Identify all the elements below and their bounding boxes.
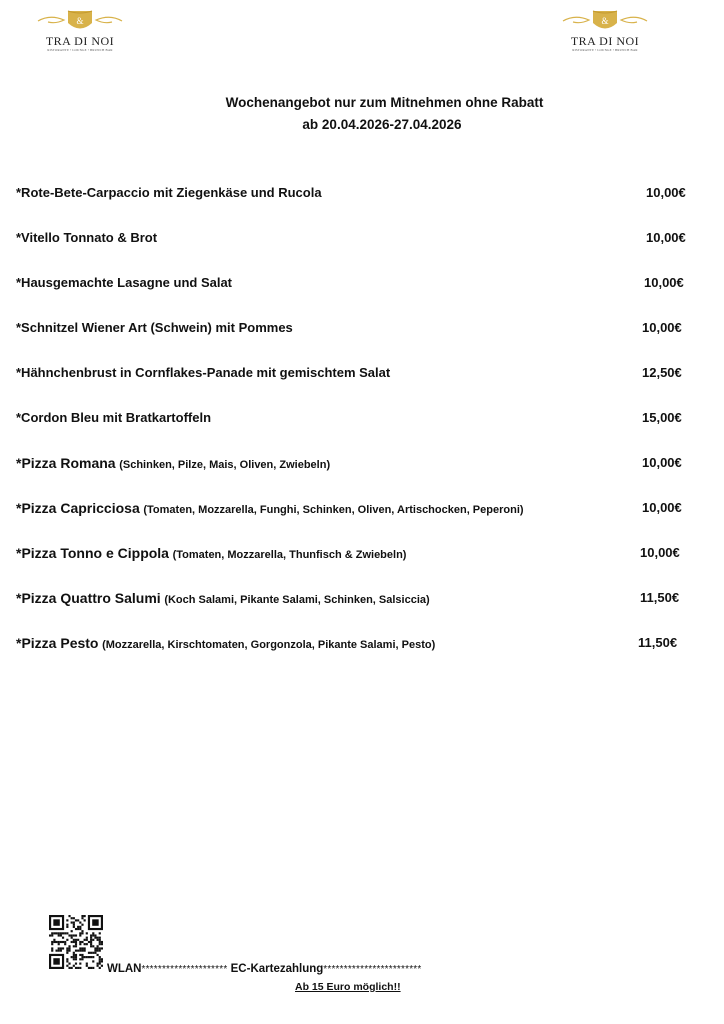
menu-item-price: 15,00€ (642, 410, 682, 425)
qr-module (60, 932, 62, 934)
qr-module (73, 926, 75, 928)
qr-module (51, 932, 53, 934)
qr-module (90, 945, 92, 947)
qr-module (68, 934, 70, 936)
menu-item-price: 10,00€ (642, 455, 682, 470)
qr-module (84, 956, 86, 958)
menu-item-toppings: (Tomaten, Mozzarella, Funghi, Schinken, Oliven, Artischocken, Peperoni) (143, 504, 524, 516)
qr-module (66, 939, 68, 941)
qr-module (68, 950, 70, 952)
qr-module (55, 950, 57, 952)
qr-module (88, 967, 90, 969)
menu-item-name: *Hausgemachte Lasagne und Salat (16, 275, 233, 290)
qr-module (101, 941, 103, 943)
qr-module (66, 958, 68, 960)
qr-module (53, 939, 55, 941)
menu-item-name: *Pizza Tonno e Cippola (16, 545, 169, 561)
qr-module (90, 967, 92, 969)
heading-title: Wochenangebot nur zum Mitnehmen ohne Rabatt (225, 95, 544, 110)
qr-module (62, 947, 64, 949)
qr-module (53, 919, 59, 925)
qr-module (68, 967, 70, 969)
menu-item-price: 10,00€ (642, 500, 682, 515)
logo-right (555, 8, 655, 52)
qr-module (79, 921, 81, 923)
qr-module (79, 934, 81, 936)
qr-module (55, 932, 57, 934)
qr-module (75, 919, 77, 921)
menu-item-name-wrap (16, 500, 524, 516)
qr-module (73, 921, 75, 923)
qr-module (77, 967, 79, 969)
qr-module (81, 915, 83, 917)
menu-item-name: *Cordon Bleu mit Bratkartoffeln (16, 410, 212, 425)
menu-item-price: 11,50€ (640, 590, 680, 605)
qr-module (99, 932, 101, 934)
qr-module (81, 954, 83, 956)
qr-module (90, 937, 92, 939)
qr-module (58, 934, 60, 936)
menu-item-toppings: (Koch Salami, Pikante Salami, Schinken, Salsiccia) (164, 594, 430, 606)
qr-module (75, 945, 77, 947)
qr-module (79, 958, 81, 960)
menu-item-name-wrap (16, 275, 232, 290)
heading-date-range: ab 20.04.2026-27.04.2026 (302, 117, 462, 132)
qr-module (99, 943, 101, 945)
qr-module (66, 926, 68, 928)
ec-payment-note: Ab 15 Euro möglich!! (295, 981, 401, 993)
qr-module (84, 939, 86, 941)
menu-item-price: 12,50€ (642, 365, 682, 380)
qr-module (86, 943, 88, 945)
qr-module (84, 950, 86, 952)
qr-module (75, 941, 77, 943)
qr-module (79, 926, 81, 928)
qr-module (51, 947, 53, 949)
qr-module (92, 932, 94, 934)
qr-module (73, 924, 75, 926)
qr-module (62, 941, 64, 943)
qr-module (97, 950, 99, 952)
qr-module (77, 950, 79, 952)
qr-module (58, 947, 60, 949)
qr-module (90, 956, 92, 958)
qr-module (77, 939, 79, 941)
qr-module (71, 930, 73, 932)
qr-module (81, 958, 83, 960)
qr-module (58, 950, 60, 952)
qr-module (77, 928, 79, 930)
crest-icon (30, 8, 130, 34)
qr-module (86, 963, 88, 965)
qr-module (64, 943, 66, 945)
qr-module (75, 967, 77, 969)
qr-module (86, 956, 88, 958)
qr-module (101, 943, 103, 945)
qr-module (99, 956, 101, 958)
qr-module (94, 947, 96, 949)
qr-module (66, 950, 68, 952)
qr-module (53, 958, 59, 964)
qr-module (75, 928, 77, 930)
menu-item-name-wrap (16, 365, 390, 380)
qr-module (62, 932, 64, 934)
qr-module (88, 941, 90, 943)
qr-module (86, 965, 88, 967)
qr-module (73, 917, 75, 919)
menu-item-name-wrap (16, 455, 330, 471)
qr-module (94, 952, 96, 954)
qr-module (92, 960, 94, 962)
qr-module (71, 941, 73, 943)
qr-module (53, 932, 55, 934)
qr-module (86, 939, 88, 941)
qr-module (81, 956, 83, 958)
qr-module (64, 941, 66, 943)
qr-module (62, 937, 64, 939)
qr-module (94, 937, 96, 939)
logo-tagline: RISTORANTE • LOUNGE • BRUNCH BAR (47, 48, 113, 52)
qr-module (53, 941, 55, 943)
qr-module (55, 941, 57, 943)
qr-module (75, 956, 77, 958)
menu-item-name: *Pizza Quattro Salumi (16, 590, 161, 606)
qr-module (71, 921, 73, 923)
qr-module (94, 934, 96, 936)
qr-module (97, 954, 99, 956)
qr-module (101, 965, 103, 967)
qr-module (73, 941, 75, 943)
qr-module (81, 932, 83, 934)
qr-module (99, 958, 101, 960)
qr-module (66, 924, 68, 926)
qr-module (75, 963, 77, 965)
qr-module (71, 937, 73, 939)
qr-module (75, 943, 77, 945)
menu-item-toppings: (Schinken, Pilze, Mais, Oliven, Zwiebeln) (119, 459, 331, 471)
qr-module (71, 956, 73, 958)
qr-module (88, 952, 90, 954)
qr-module (84, 919, 86, 921)
menu-item-name-wrap (16, 230, 157, 245)
qr-module (68, 915, 70, 917)
qr-module (75, 934, 77, 936)
qr-module (75, 950, 77, 952)
menu-item-price: 11,50€ (638, 635, 678, 650)
qr-module (58, 943, 60, 945)
logo-name: TRA DI NOI (570, 34, 640, 48)
qr-module (97, 947, 99, 949)
qr-module (79, 941, 81, 943)
qr-module (79, 954, 81, 956)
footer-line (107, 963, 421, 975)
logo-monogram: & (601, 16, 609, 26)
qr-module (92, 956, 94, 958)
menu-item-name-wrap (16, 185, 322, 200)
qr-module (60, 950, 62, 952)
qr-module (90, 943, 92, 945)
qr-module (81, 930, 83, 932)
qr-module (73, 965, 75, 967)
qr-module (73, 934, 75, 936)
qr-module (66, 919, 68, 921)
qr-module (51, 943, 53, 945)
menu-item-name: *Rote-Bete-Carpaccio mit Ziegenkäse und Rucola (16, 185, 322, 200)
qr-module (99, 937, 101, 939)
qr-module (79, 932, 81, 934)
qr-module (88, 956, 90, 958)
qr-module (73, 958, 75, 960)
separator-stars: ************************ (323, 964, 422, 975)
menu-item-name: *Pizza Romana (16, 455, 116, 471)
crest-icon (555, 8, 655, 34)
menu-item-name: *Pizza Pesto (16, 635, 99, 651)
qr-module (97, 963, 99, 965)
qr-module (71, 934, 73, 936)
qr-module (81, 917, 83, 919)
qr-module (90, 952, 92, 954)
separator-stars: ********************* (141, 964, 228, 975)
qr-module (86, 932, 88, 934)
qr-module (66, 947, 68, 949)
qr-module (97, 945, 99, 947)
qr-module (58, 932, 60, 934)
qr-module (99, 960, 101, 962)
qr-module (73, 945, 75, 947)
qr-module (90, 941, 92, 943)
qr-module (71, 917, 73, 919)
qr-module (101, 960, 103, 962)
qr-module (86, 937, 88, 939)
qr-module (81, 947, 83, 949)
qr-module (68, 947, 70, 949)
qr-module (92, 967, 94, 969)
menu-item-name-wrap (16, 545, 406, 561)
qr-module (60, 947, 62, 949)
qr-module (73, 954, 75, 956)
menu-item-price: 10,00€ (646, 185, 686, 200)
qr-module (81, 941, 83, 943)
qr-module (60, 934, 62, 936)
qr-module (97, 937, 99, 939)
qr-module (73, 939, 75, 941)
qr-module (92, 952, 94, 954)
logo-monogram: & (76, 16, 84, 26)
qr-module (49, 934, 51, 936)
qr-module (84, 915, 86, 917)
qr-module (77, 919, 79, 921)
qr-module (79, 950, 81, 952)
menu-item-price: 10,00€ (642, 320, 682, 335)
qr-module (99, 963, 101, 965)
qr-module (73, 952, 75, 954)
menu-item-name: *Vitello Tonnato & Brot (16, 230, 158, 245)
qr-module (75, 939, 77, 941)
qr-module (81, 950, 83, 952)
qr-module (66, 965, 68, 967)
qr-module (92, 919, 98, 925)
logo-name: TRA DI NOI (45, 34, 115, 48)
menu-item-name-wrap (16, 590, 430, 606)
qr-module (101, 958, 103, 960)
qr-module (66, 932, 68, 934)
menu-item-name-wrap (16, 320, 293, 335)
qr-module (92, 934, 94, 936)
qr-module (79, 943, 81, 945)
logo-left (30, 8, 130, 52)
menu-item-toppings: (Tomaten, Mozzarella, Thunfisch & Zwiebeln) (172, 549, 407, 561)
logo-tagline: RISTORANTE • LOUNGE • BRUNCH BAR (572, 48, 638, 52)
qr-module (90, 939, 92, 941)
qr-module (68, 963, 70, 965)
qr-module (66, 952, 68, 954)
page-heading (0, 92, 724, 136)
menu-item-name: *Hähnchenbrust in Cornflakes-Panade mit gemischtem Salat (16, 365, 391, 380)
qr-module (99, 941, 101, 943)
qr-module (79, 963, 81, 965)
menu-item-price: 10,00€ (644, 275, 684, 290)
qr-module (73, 956, 75, 958)
ec-payment-label: EC-Kartezahlung (227, 963, 324, 975)
qr-module (92, 945, 94, 947)
qr-module (97, 939, 99, 941)
qr-module (79, 947, 81, 949)
qr-module (90, 934, 92, 936)
qr-module (77, 926, 79, 928)
qr-module (58, 941, 60, 943)
menu-item-price: 10,00€ (646, 230, 686, 245)
qr-module (75, 954, 77, 956)
qr-module (81, 924, 83, 926)
wlan-label: WLAN (107, 963, 142, 975)
qr-module (84, 947, 86, 949)
qr-module (66, 960, 68, 962)
qr-module (51, 950, 53, 952)
qr-module (97, 965, 99, 967)
qr-module (101, 947, 103, 949)
qr-module (64, 932, 66, 934)
qr-module (60, 941, 62, 943)
qr-module (79, 928, 81, 930)
qr-module (51, 941, 53, 943)
qr-module (84, 943, 86, 945)
menu-item-toppings: (Mozzarella, Kirschtomaten, Gorgonzola, Pikante Salami, Pesto) (102, 639, 436, 651)
qr-module (99, 939, 101, 941)
qr-module (75, 958, 77, 960)
qr-module (68, 945, 70, 947)
qr-module (99, 967, 101, 969)
menu-item-name-wrap (16, 410, 211, 425)
qr-module (71, 967, 73, 969)
qr-module (92, 939, 94, 941)
qr-module (99, 950, 101, 952)
menu-item-name: *Schnitzel Wiener Art (Schwein) mit Pommes (16, 320, 293, 335)
menu-item-name-wrap (16, 635, 435, 651)
menu-item-name: *Pizza Capricciosa (16, 500, 140, 516)
qr-module (94, 950, 96, 952)
qr-code-icon (49, 915, 103, 969)
qr-module (99, 947, 101, 949)
menu-item-price: 10,00€ (640, 545, 680, 560)
qr-module (79, 967, 81, 969)
qr-module (51, 934, 53, 936)
